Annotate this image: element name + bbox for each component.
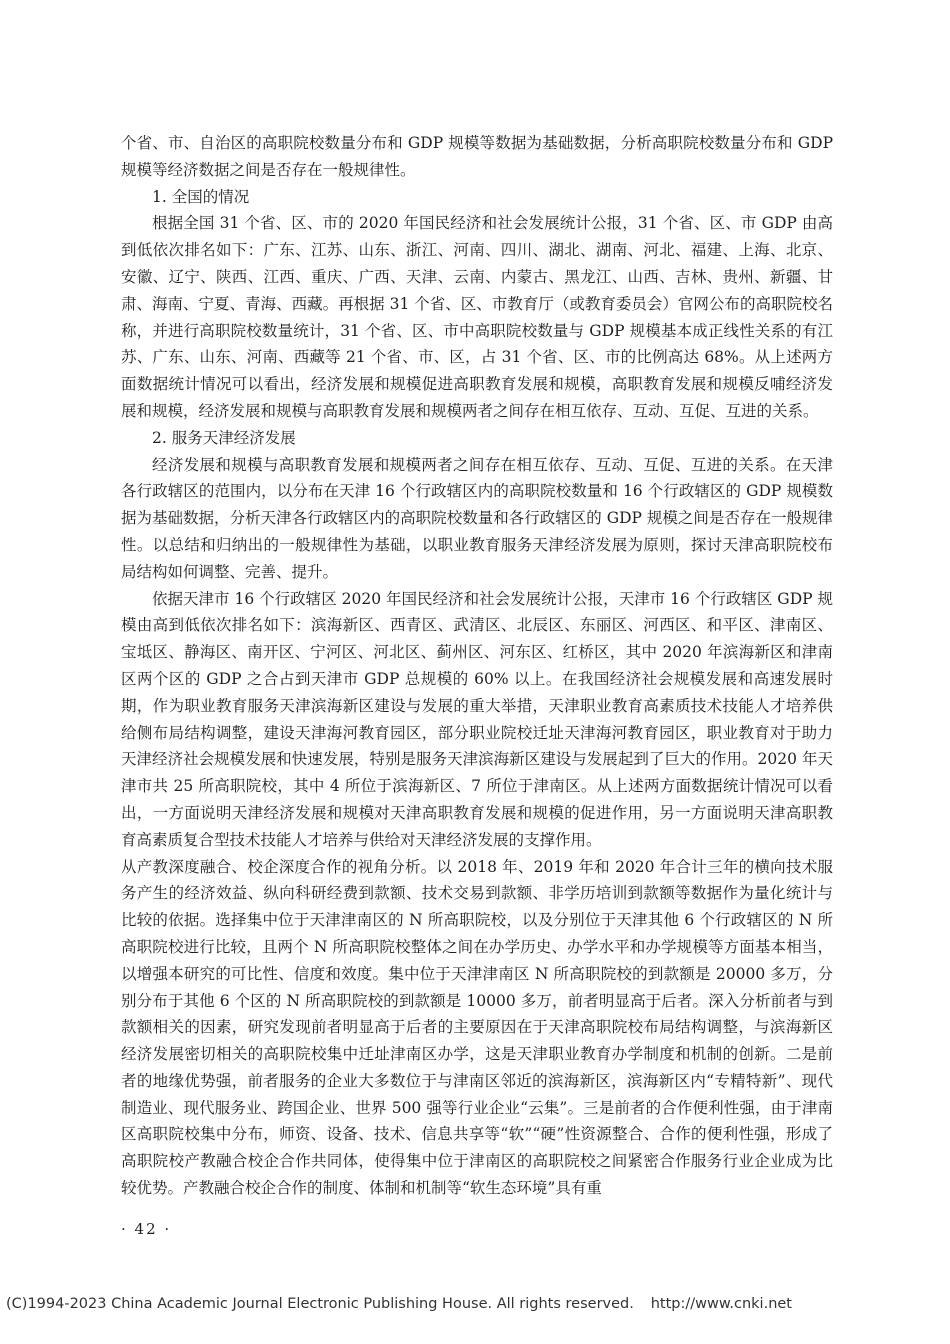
copyright-text: (C)1994-2023 China Academic Journal Electronic Publishing House. All rights reserved. (6, 1296, 634, 1312)
copyright-footer (0, 1296, 950, 1312)
section-heading-national: 1. 全国的情况 (152, 187, 250, 206)
page-number: · 42 · (121, 1220, 172, 1238)
paragraph-tianjin-districts: 依据天津市 16 个行政辖区 2020 年国民经济和社会发展统计公报，天津市 16 个行政辖区 GDP 规模由高到低依次排名如下：滨海新区、西青区、武清区、北辰区、东丽区、河西区、和平区、津南区、宝坻区、静海区、南开区、宁河区、河北区、蓟州区、河东区、红桥区，其中 2020 年滨海新区和津南区两个区的 GDP 之合占到天津市 GDP 总规模的 60% 以上。在我国经济社会规模发展和高速发展时期，作为职业教育服务天津滨海新区建设与发展的重大举措，天津职业教育高素质技术技能人才培养供给侧布局结构调整，建设天津海河教育园区，部分职业院校迁址天津海河教育园区，职业教育对于助力天津经济社会规模发展和快速发展，特别是服务天津滨海新区建设与发展起到了巨大的作用。2020 年天津市共 25 所高职院校，其中 4 所位于滨海新区、7 所位于津南区。从上述两方面数据统计情况可以看出，一方面说明天津经济发展和规模对天津高职教育发展和规模的促进作用，另一方面说明天津高职教育高素质复合型技术技能人才培养与供给对天津经济发展的支撑作用。 (121, 589, 833, 849)
cnki-link[interactable]: http://www.cnki.net (650, 1296, 792, 1312)
paragraph-national: 根据全国 31 个省、区、市的 2020 年国民经济和社会发展统计公报，31 个省、区、市 GDP 由高到低依次排名如下：广东、江苏、山东、浙江、河南、四川、湖北、湖南、河北、福建、上海、北京、安徽、辽宁、陕西、江西、重庆、广西、天津、云南、内蒙古、黑龙江、山西、吉林、贵州、新疆、甘肃、海南、宁夏、青海、西藏。再根据 31 个省、区、市教育厅（或教育委员会）官网公布的高职院校名称，并进行高职院校数量统计，31 个省、区、市中高职院校数量与 GDP 规模基本成正线性关系的有江苏、广东、山东、河南、西藏等 21 个省、市、区，占 31 个省、区、市的比例高达 68%。从上述两方面数据统计情况可以看出，经济发展和规模促进高职教育发展和规模，高职教育发展和规模反哺经济发展和规模，经济发展和规模与高职教育发展和规模两者之间存在相互依存、互动、互促、互进的关系。 (121, 214, 833, 420)
section-heading-tianjin: 2. 服务天津经济发展 (152, 428, 296, 447)
paragraph-industry-education: 从产教深度融合、校企深度合作的视角分析。以 2018 年、2019 年和 2020 年合计三年的横向技术服务产生的经济效益、纵向科研经费到款额、技术交易到款额、非学历培训到款额等数据作为量化统计与比较的依据。选择集中位于天津津南区的 N 所高职院校，以及分别位于天津其他 6 个行政辖区的 N 所高职院校进行比较，且两个 N 所高职院校整体之间在办学历史、办学水平和办学规模等方面基本相当，以增强本研究的可比性、信度和效度。集中位于天津津南区 N 所高职院校的到款额是 20000 多万，分别分布于其他 6 个区的 N 所高职院校的到款额是 10000 多万，前者明显高于后者。深入分析前者与到款额相关的因素，研究发现前者明显高于后者的主要原因在于天津高职院校布局结构调整，与滨海新区经济发展密切相关的高职院校集中迁址津南区办学，这是天津职业教育办学制度和机制的创新。二是前者的地缘优势强，前者服务的企业大多数位于与津南区邻近的滨海新区，滨海新区内“专精特新”、现代制造业、现代服务业、跨国企业、世界 500 强等行业企业“云集”。三是前者的合作便利性强，由于津南区高职院校集中分布，师资、设备、技术、信息共享等“软”“硬”性资源整合、合作的便利性强，形成了高职院校产教融合校企合作共同体，使得集中位于津南区的高职院校之间紧密合作服务行业企业成为比较优势。产教融合校企合作的制度、体制和机制等“软生态环境”具有重 (121, 857, 833, 1198)
article-body (121, 130, 833, 1202)
paragraph-intro: 个省、市、自治区的高职院校数量分布和 GDP 规模等数据为基础数据，分析高职院校数量分布和 GDP 规模等经济数据之间是否存在一般规律性。 (121, 134, 833, 179)
paragraph-tianjin-overview: 经济发展和规模与高职教育发展和规模两者之间存在相互依存、互动、互促、互进的关系。在天津各行政辖区的范围内，以分布在天津 16 个行政辖区内的高职院校数量和 16 个行政辖区的 GDP 规模数据为基础数据，分析天津各行政辖区内的高职院校数量和各行政辖区的 GDP 规模之间是否存在一般规律性。以总结和归纳出的一般规律性为基础，以职业教育服务天津经济发展为原则，探讨天津高职院校布局结构如何调整、完善、提升。 (121, 455, 833, 581)
